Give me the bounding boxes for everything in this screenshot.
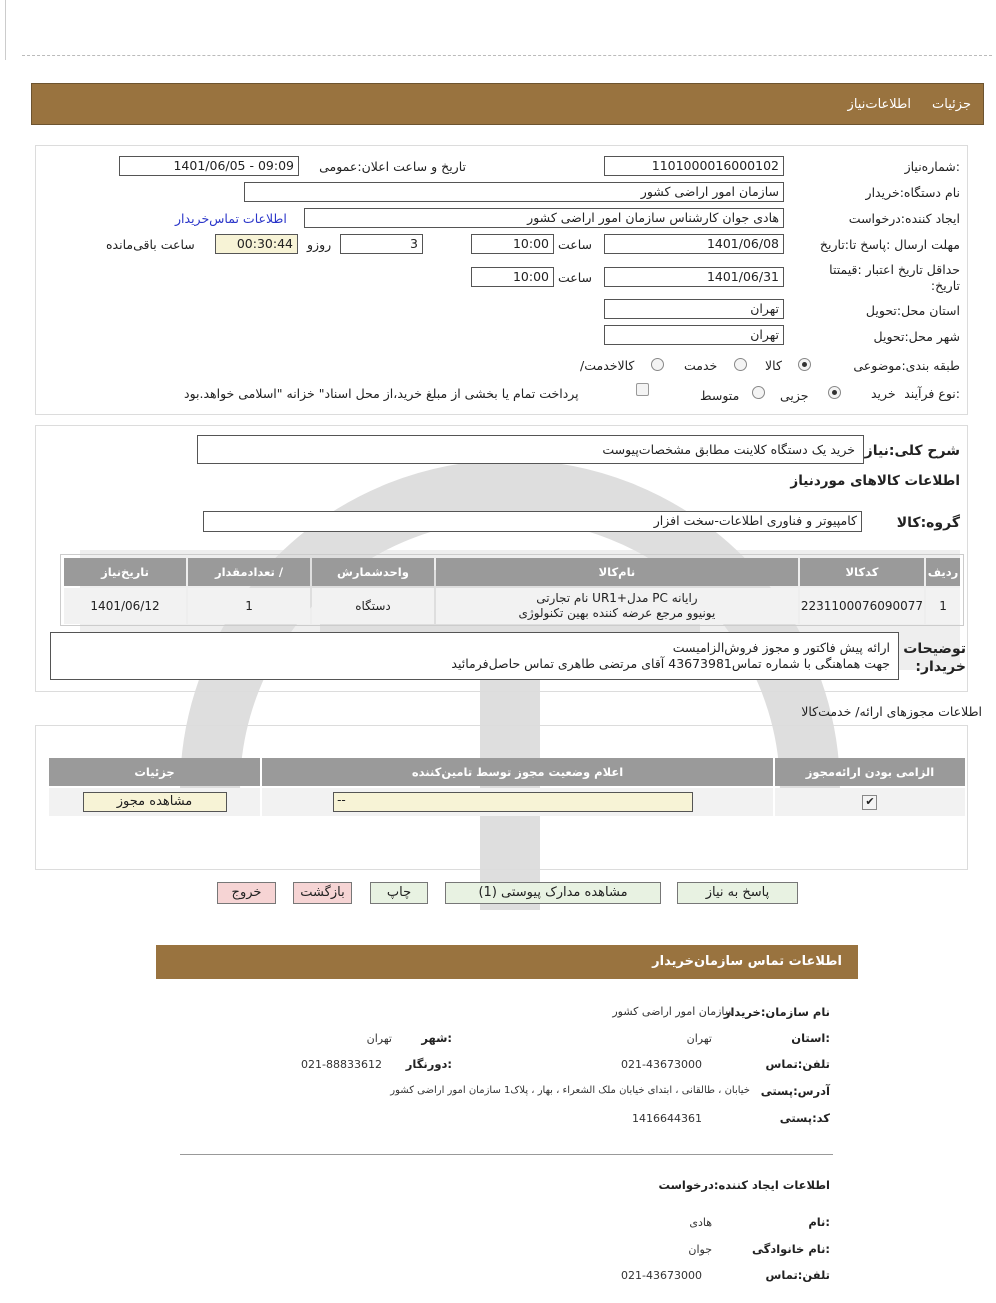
details-header-bar [31, 83, 984, 125]
contact-postal-label: کد:پستی [779, 1111, 830, 1125]
contact-city: تهران [366, 1032, 392, 1045]
col-name: نام‌کالا [436, 558, 798, 586]
contact-phone-label: تلفن:تماس [765, 1057, 830, 1071]
validity-time-field[interactable]: 10:00 [471, 267, 554, 287]
contact-province: تهران [686, 1032, 712, 1045]
table-row[interactable] [64, 588, 960, 624]
contact-city-label: شهر: [421, 1031, 452, 1045]
col-unit: واحدشمارش [312, 558, 434, 586]
contact-org: سازمان امور اراضی کشور [612, 1005, 734, 1018]
days-field[interactable]: 3 [340, 234, 423, 254]
contact-divider [180, 1154, 833, 1155]
creator-phone: 021-43673000 [621, 1269, 702, 1282]
deadline-time-label: ساعت [558, 237, 593, 252]
table-row [49, 788, 965, 816]
cell-row: 1 [926, 588, 960, 624]
col-row: ردیف [926, 558, 960, 586]
need-number-label: شماره‌نیاز: [904, 159, 960, 174]
attachments-button[interactable]: مشاهده مدارک پیوستی (1) [445, 882, 661, 904]
deadline-label: مهلت ارسال :پاسخ تا:تاریخ [819, 237, 960, 252]
city-field[interactable]: تهران [604, 325, 784, 345]
process-buy-label: خرید [871, 386, 896, 401]
buyer-org-field[interactable]: سازمان امور اراضی کشور [244, 182, 784, 202]
contact-address-label: آدرس:پستی [760, 1084, 830, 1098]
permit-status-field[interactable]: -- [333, 792, 693, 812]
creator-field[interactable]: هادی جوان کارشناس سازمان امور اراضی کشور [304, 208, 784, 228]
cell-code: 2231100076090077 [800, 588, 924, 624]
contact-org-label: نام سازمان:خریدار [723, 1005, 830, 1019]
contact-fax-label: دورنگار: [405, 1057, 452, 1071]
print-button[interactable]: چاپ [370, 882, 428, 904]
goods-info-title: اطلاعات کالاهای موردنیاز [790, 473, 960, 489]
view-permit-button[interactable]: مشاهده مجوز [83, 792, 227, 812]
cell-name-line2: یونیوو مرجع عرضه کننده بهین تکنولوژی [518, 606, 716, 620]
creator-first-name: هادی [689, 1216, 712, 1229]
desc-field[interactable]: خرید یک دستگاه کلاینت مطابق مشخصات‌پیوست [197, 435, 864, 464]
group-label: گروه:کالا [896, 515, 960, 531]
creator-info-title: اطلاعات ایجاد کننده:درخواست [658, 1178, 830, 1192]
col-qty: / تعدادمقدار [188, 558, 310, 586]
creator-label: ایجاد کننده:درخواست [848, 211, 960, 226]
days-label: روزو [307, 237, 332, 252]
buyer-notes-label-1: توضیحات [903, 641, 966, 657]
remaining-label: ساعت باقی‌مانده [106, 237, 195, 252]
col-code: کدکالا [800, 558, 924, 586]
buyer-contact-link[interactable]: اطلاعات تماس‌خریدار [175, 211, 287, 226]
announce-label: تاریخ و ساعت اعلان:عمومی [319, 159, 466, 174]
goods-table [62, 556, 962, 626]
cell-date: 1401/06/12 [64, 588, 186, 624]
treasury-checkbox[interactable] [636, 383, 649, 396]
validity-time-label: ساعت [558, 270, 593, 285]
deadline-time-field[interactable]: 10:00 [471, 234, 554, 254]
contact-header-bar [156, 945, 858, 979]
treasury-note: پرداخت تمام یا بخشی از مبلغ خرید،از محل اسناد" خزانه "اسلامی خواهد.بود [184, 386, 579, 401]
contact-postal: 1416644361 [632, 1112, 702, 1125]
cell-permit-details [49, 788, 260, 816]
process-medium-label: متوسط [700, 388, 740, 403]
process-minor-radio[interactable] [828, 386, 841, 399]
creator-phone-label: تلفن:تماس [765, 1268, 830, 1282]
city-label: شهر محل:تحویل [873, 329, 960, 344]
category-goods-label: کالا [765, 358, 782, 373]
validity-date-field[interactable]: 1401/06/31 [604, 267, 784, 287]
tab-need-info[interactable]: اطلاعات‌نیاز [847, 97, 911, 112]
remaining-time-field: 00:30:44 [215, 234, 298, 254]
category-label: طبقه بندی:موضوعی [853, 358, 960, 373]
category-goods-service-label: /کالاخدمت [580, 358, 635, 373]
province-field[interactable]: تهران [604, 299, 784, 319]
back-button[interactable]: بازگشت [293, 882, 352, 904]
contact-address: خیابان ، طالقانی ، ابتدای خیابان ملک الشعراء ، بهار ، پلاک1 سازمان امور اراضی کشور [390, 1085, 750, 1096]
buyer-notes-label-2: :خریدار [915, 659, 966, 675]
cell-qty: 1 [188, 588, 310, 624]
permits-title: اطلاعات مجوزهای ارائه/ خدمت‌کالا [801, 704, 982, 719]
process-label: نوع فرآیند: [904, 386, 960, 401]
buyer-notes-box [50, 632, 899, 680]
cell-unit: دستگاه [312, 588, 434, 624]
category-service-label: خدمت [684, 358, 718, 373]
creator-last-name-label: نام خانوادگی: [752, 1242, 830, 1256]
creator-first-name-label: نام: [808, 1215, 830, 1229]
contact-phone: 021-43673000 [621, 1058, 702, 1071]
validity-label-1: حداقل تاریخ اعتبار :قیمتتا [829, 262, 960, 277]
permit-required-checkbox[interactable]: ✔ [862, 795, 877, 810]
process-minor-label: جزیی [780, 388, 809, 403]
validity-label-2: :تاریخ [930, 278, 960, 293]
permits-table [47, 756, 967, 818]
tab-details[interactable]: جزئیات [932, 97, 971, 112]
cell-name [436, 588, 798, 624]
col-permit-status: اعلام وضعیت مجوز توسط تامین‌کننده [262, 758, 773, 786]
announce-field[interactable]: 1401/06/05 - 09:09 [119, 156, 299, 176]
exit-button[interactable]: خروج [217, 882, 276, 904]
category-service-radio[interactable] [734, 358, 747, 371]
cell-permit-required [775, 788, 965, 816]
province-label: استان محل:تحویل [865, 303, 960, 318]
contact-bar-title: اطلاعات تماس سازمان‌خریدار [652, 954, 842, 969]
process-medium-radio[interactable] [752, 386, 765, 399]
top-separator [22, 55, 992, 56]
category-goods-service-radio[interactable] [651, 358, 664, 371]
deadline-date-field[interactable]: 1401/06/08 [604, 234, 784, 254]
col-permit-details: جزئیات [49, 758, 260, 786]
buyer-notes-line2: جهت هماهنگی با شماره تماس43673981 آقای مرتضی طاهری تماس حاصل‌فرمائید [451, 656, 890, 671]
buyer-org-label: نام دستگاه:خریدار [865, 185, 960, 200]
left-edge-line [5, 0, 6, 60]
col-date: تاریخ‌نیاز [64, 558, 186, 586]
creator-last-name: جوان [688, 1243, 712, 1256]
cell-name-line1: رایانه PC مدل+UR1 نام تجارتی [536, 591, 698, 605]
desc-label: شرح کلی:نیاز [864, 443, 960, 459]
category-goods-radio[interactable] [798, 358, 811, 371]
cell-permit-status [262, 788, 773, 816]
contact-province-label: استان: [791, 1031, 830, 1045]
col-permit-required: الزامی بودن ارائه‌مجوز [775, 758, 965, 786]
group-field[interactable]: کامپیوتر و فناوری اطلاعات-سخت افزار [203, 511, 862, 532]
contact-fax: 021-88833612 [301, 1058, 382, 1071]
buyer-notes-line1: ارائه پیش فاکتور و مجوز فروش‌الزامیست [672, 640, 890, 655]
reply-button[interactable]: پاسخ به نیاز [677, 882, 798, 904]
need-number-field[interactable]: 1101000016000102 [604, 156, 784, 176]
